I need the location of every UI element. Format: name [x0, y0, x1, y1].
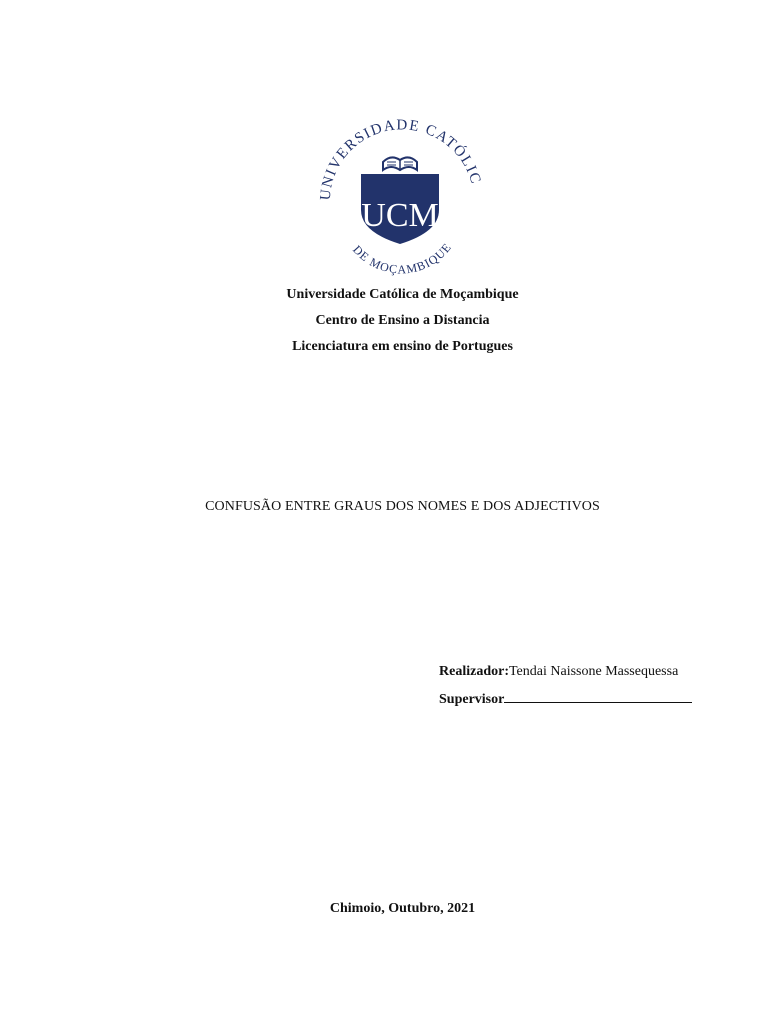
document-title: CONFUSÃO ENTRE GRAUS DOS NOMES E DOS ADJECTIVOS [205, 499, 600, 514]
institution-center: Centro de Ensino a Distancia [315, 313, 490, 328]
supervisor-label: Supervisor [439, 692, 505, 707]
supervisor-row [439, 686, 692, 714]
place-date: Chimoio, Outubro, 2021 [329, 901, 476, 916]
institution-block [0, 282, 768, 360]
author-name: Tendai Naissone Massequessa [508, 664, 679, 679]
university-seal-icon [305, 110, 495, 280]
author-label: Realizador: [439, 664, 509, 679]
seal-monogram: UCM [361, 197, 439, 234]
supervisor-blank-line [504, 690, 692, 703]
seal-top-text: UNIVERSIDADE CATÓLIC [317, 117, 484, 202]
author-row [439, 658, 692, 686]
book-icon [383, 157, 417, 170]
institution-course: Licenciatura em ensino de Portugues [292, 339, 513, 354]
university-logo [305, 110, 495, 280]
credits-block [439, 658, 692, 714]
seal-bottom-text: DE MOÇAMBIQUE [350, 240, 455, 277]
institution-name: Universidade Católica de Moçambique [286, 287, 519, 302]
